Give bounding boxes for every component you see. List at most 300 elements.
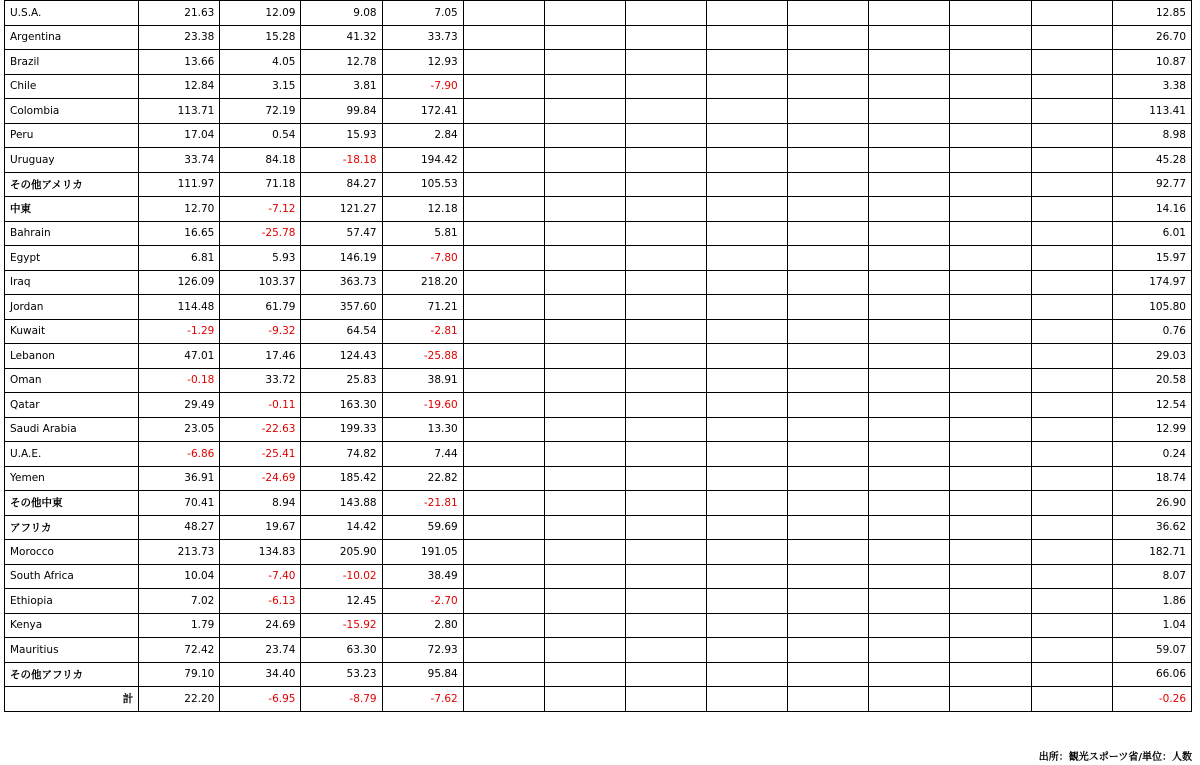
empty-cell: [1031, 515, 1112, 540]
empty-cell: [950, 50, 1031, 75]
empty-cell: [869, 393, 950, 418]
value-cell: -6.86: [139, 442, 220, 467]
empty-cell: [869, 662, 950, 687]
value-cell: 7.05: [382, 1, 463, 26]
empty-cell: [707, 344, 788, 369]
empty-cell: [463, 393, 544, 418]
value-cell: 14.42: [301, 515, 382, 540]
empty-cell: [544, 148, 625, 173]
table-row: [5, 246, 1192, 271]
empty-cell: [463, 319, 544, 344]
table-row: [5, 540, 1192, 565]
table-row: [5, 197, 1192, 222]
empty-cell: [1031, 197, 1112, 222]
value-cell: 113.71: [139, 99, 220, 124]
value-cell: 9.08: [301, 1, 382, 26]
value-cell: 15.93: [301, 123, 382, 148]
empty-cell: [463, 515, 544, 540]
value-cell: 25.83: [301, 368, 382, 393]
value-cell: 33.72: [220, 368, 301, 393]
empty-cell: [869, 613, 950, 638]
empty-cell: [625, 613, 706, 638]
total-value-cell: 1.04: [1112, 613, 1191, 638]
empty-cell: [625, 687, 706, 712]
empty-cell: [869, 589, 950, 614]
value-cell: 74.82: [301, 442, 382, 467]
empty-cell: [463, 270, 544, 295]
value-cell: 21.63: [139, 1, 220, 26]
value-cell: -24.69: [220, 466, 301, 491]
total-value-cell: 182.71: [1112, 540, 1191, 565]
table-row: [5, 491, 1192, 516]
empty-cell: [1031, 50, 1112, 75]
empty-cell: [950, 613, 1031, 638]
empty-cell: [869, 197, 950, 222]
value-cell: 134.83: [220, 540, 301, 565]
table-row: [5, 295, 1192, 320]
empty-cell: [869, 515, 950, 540]
empty-cell: [869, 638, 950, 663]
empty-cell: [625, 246, 706, 271]
table-row: [5, 564, 1192, 589]
value-cell: -18.18: [301, 148, 382, 173]
empty-cell: [544, 344, 625, 369]
empty-cell: [950, 564, 1031, 589]
value-cell: -22.63: [220, 417, 301, 442]
empty-cell: [1031, 99, 1112, 124]
value-cell: 126.09: [139, 270, 220, 295]
empty-cell: [625, 442, 706, 467]
empty-cell: [544, 25, 625, 50]
empty-cell: [1031, 491, 1112, 516]
empty-cell: [707, 393, 788, 418]
value-cell: 213.73: [139, 540, 220, 565]
empty-cell: [1031, 319, 1112, 344]
empty-cell: [950, 123, 1031, 148]
empty-cell: [707, 564, 788, 589]
empty-cell: [625, 270, 706, 295]
empty-cell: [950, 344, 1031, 369]
table-row: [5, 662, 1192, 687]
value-cell: 47.01: [139, 344, 220, 369]
value-cell: 111.97: [139, 172, 220, 197]
empty-cell: [950, 368, 1031, 393]
empty-cell: [950, 295, 1031, 320]
empty-cell: [950, 270, 1031, 295]
total-value-cell: 8.07: [1112, 564, 1191, 589]
empty-cell: [625, 466, 706, 491]
total-value-cell: 26.70: [1112, 25, 1191, 50]
empty-cell: [788, 491, 869, 516]
empty-cell: [544, 99, 625, 124]
empty-cell: [544, 295, 625, 320]
total-value-cell: 18.74: [1112, 466, 1191, 491]
empty-cell: [707, 638, 788, 663]
value-cell: 124.43: [301, 344, 382, 369]
total-value-cell: 66.06: [1112, 662, 1191, 687]
value-cell: 36.91: [139, 466, 220, 491]
empty-cell: [869, 564, 950, 589]
value-cell: 29.49: [139, 393, 220, 418]
empty-cell: [788, 74, 869, 99]
total-value-cell: 3.38: [1112, 74, 1191, 99]
value-cell: -7.12: [220, 197, 301, 222]
empty-cell: [544, 662, 625, 687]
total-value-cell: 29.03: [1112, 344, 1191, 369]
empty-cell: [625, 172, 706, 197]
value-cell: 70.41: [139, 491, 220, 516]
row-label: Brazil: [5, 50, 139, 75]
empty-cell: [544, 417, 625, 442]
value-cell: 12.84: [139, 74, 220, 99]
empty-cell: [625, 295, 706, 320]
empty-cell: [463, 589, 544, 614]
empty-cell: [544, 638, 625, 663]
row-label: Colombia: [5, 99, 139, 124]
empty-cell: [950, 417, 1031, 442]
empty-cell: [463, 1, 544, 26]
empty-cell: [544, 319, 625, 344]
value-cell: 38.49: [382, 564, 463, 589]
table-row: [5, 515, 1192, 540]
empty-cell: [544, 74, 625, 99]
empty-cell: [950, 491, 1031, 516]
value-cell: 23.74: [220, 638, 301, 663]
value-cell: 105.53: [382, 172, 463, 197]
total-value-cell: 26.90: [1112, 491, 1191, 516]
empty-cell: [869, 344, 950, 369]
empty-cell: [950, 687, 1031, 712]
total-value-cell: 0.24: [1112, 442, 1191, 467]
empty-cell: [463, 246, 544, 271]
value-cell: 71.18: [220, 172, 301, 197]
table-row: [5, 687, 1192, 712]
table-row: [5, 442, 1192, 467]
table-row: [5, 393, 1192, 418]
empty-cell: [950, 148, 1031, 173]
empty-cell: [625, 1, 706, 26]
total-value-cell: 20.58: [1112, 368, 1191, 393]
empty-cell: [788, 613, 869, 638]
empty-cell: [707, 25, 788, 50]
empty-cell: [788, 319, 869, 344]
value-cell: 12.09: [220, 1, 301, 26]
total-value-cell: 174.97: [1112, 270, 1191, 295]
table-row: [5, 148, 1192, 173]
value-cell: 121.27: [301, 197, 382, 222]
value-cell: -6.95: [220, 687, 301, 712]
empty-cell: [463, 638, 544, 663]
row-label: U.A.E.: [5, 442, 139, 467]
empty-cell: [463, 221, 544, 246]
empty-cell: [1031, 687, 1112, 712]
empty-cell: [463, 99, 544, 124]
empty-cell: [463, 466, 544, 491]
empty-cell: [869, 1, 950, 26]
empty-cell: [707, 172, 788, 197]
empty-cell: [625, 25, 706, 50]
empty-cell: [463, 368, 544, 393]
empty-cell: [950, 589, 1031, 614]
value-cell: 13.66: [139, 50, 220, 75]
value-cell: 15.28: [220, 25, 301, 50]
value-cell: 7.44: [382, 442, 463, 467]
row-label: Yemen: [5, 466, 139, 491]
empty-cell: [1031, 270, 1112, 295]
empty-cell: [707, 99, 788, 124]
empty-cell: [1031, 638, 1112, 663]
empty-cell: [463, 687, 544, 712]
empty-cell: [707, 417, 788, 442]
table-row: [5, 638, 1192, 663]
empty-cell: [463, 50, 544, 75]
empty-cell: [788, 515, 869, 540]
row-label: Argentina: [5, 25, 139, 50]
source-note: 出所：観光スポーツ省/単位：人数: [1038, 752, 1192, 763]
empty-cell: [544, 246, 625, 271]
empty-cell: [788, 99, 869, 124]
empty-cell: [707, 515, 788, 540]
table-row: [5, 172, 1192, 197]
empty-cell: [788, 393, 869, 418]
value-cell: -7.80: [382, 246, 463, 271]
empty-cell: [625, 417, 706, 442]
empty-cell: [869, 319, 950, 344]
row-label: South Africa: [5, 564, 139, 589]
empty-cell: [869, 491, 950, 516]
value-cell: 12.18: [382, 197, 463, 222]
value-cell: 22.82: [382, 466, 463, 491]
empty-cell: [950, 74, 1031, 99]
row-label: Lebanon: [5, 344, 139, 369]
row-label: その他アフリカ: [5, 662, 139, 687]
empty-cell: [625, 123, 706, 148]
empty-cell: [788, 123, 869, 148]
value-cell: 41.32: [301, 25, 382, 50]
empty-cell: [869, 270, 950, 295]
data-table-container: [4, 0, 1192, 712]
total-value-cell: 113.41: [1112, 99, 1191, 124]
empty-cell: [707, 74, 788, 99]
table-row: [5, 74, 1192, 99]
value-cell: 95.84: [382, 662, 463, 687]
empty-cell: [788, 1, 869, 26]
empty-cell: [788, 172, 869, 197]
empty-cell: [1031, 1, 1112, 26]
row-label: Kenya: [5, 613, 139, 638]
empty-cell: [1031, 589, 1112, 614]
empty-cell: [544, 613, 625, 638]
value-cell: 79.10: [139, 662, 220, 687]
value-cell: 48.27: [139, 515, 220, 540]
empty-cell: [463, 613, 544, 638]
statistics-table: [4, 0, 1192, 712]
table-row: [5, 270, 1192, 295]
empty-cell: [463, 172, 544, 197]
empty-cell: [950, 540, 1031, 565]
total-value-cell: 36.62: [1112, 515, 1191, 540]
table-row: [5, 25, 1192, 50]
table-row: [5, 344, 1192, 369]
value-cell: 33.74: [139, 148, 220, 173]
empty-cell: [544, 50, 625, 75]
empty-cell: [625, 393, 706, 418]
value-cell: 172.41: [382, 99, 463, 124]
row-label: アフリカ: [5, 515, 139, 540]
empty-cell: [625, 368, 706, 393]
empty-cell: [625, 589, 706, 614]
empty-cell: [707, 491, 788, 516]
value-cell: 3.81: [301, 74, 382, 99]
empty-cell: [707, 123, 788, 148]
value-cell: -0.11: [220, 393, 301, 418]
empty-cell: [1031, 123, 1112, 148]
empty-cell: [707, 540, 788, 565]
value-cell: 218.20: [382, 270, 463, 295]
value-cell: 19.67: [220, 515, 301, 540]
total-value-cell: 12.99: [1112, 417, 1191, 442]
value-cell: -25.41: [220, 442, 301, 467]
empty-cell: [1031, 564, 1112, 589]
empty-cell: [625, 638, 706, 663]
value-cell: 163.30: [301, 393, 382, 418]
value-cell: -0.18: [139, 368, 220, 393]
empty-cell: [463, 540, 544, 565]
value-cell: 6.81: [139, 246, 220, 271]
row-label: 中東: [5, 197, 139, 222]
value-cell: 10.04: [139, 564, 220, 589]
row-label: Ethiopia: [5, 589, 139, 614]
empty-cell: [788, 246, 869, 271]
total-value-cell: 45.28: [1112, 148, 1191, 173]
empty-cell: [463, 491, 544, 516]
empty-cell: [869, 466, 950, 491]
empty-cell: [1031, 74, 1112, 99]
empty-cell: [544, 1, 625, 26]
empty-cell: [707, 319, 788, 344]
table-row: [5, 1, 1192, 26]
empty-cell: [1031, 417, 1112, 442]
value-cell: 357.60: [301, 295, 382, 320]
empty-cell: [463, 564, 544, 589]
empty-cell: [788, 148, 869, 173]
value-cell: 7.02: [139, 589, 220, 614]
table-row: [5, 319, 1192, 344]
row-label: その他アメリカ: [5, 172, 139, 197]
value-cell: 57.47: [301, 221, 382, 246]
value-cell: 63.30: [301, 638, 382, 663]
empty-cell: [788, 344, 869, 369]
empty-cell: [544, 540, 625, 565]
value-cell: 16.65: [139, 221, 220, 246]
table-body: [5, 1, 1192, 712]
value-cell: 72.42: [139, 638, 220, 663]
value-cell: -7.90: [382, 74, 463, 99]
empty-cell: [463, 344, 544, 369]
empty-cell: [788, 662, 869, 687]
empty-cell: [463, 662, 544, 687]
value-cell: -21.81: [382, 491, 463, 516]
table-row: [5, 50, 1192, 75]
table-row: [5, 613, 1192, 638]
total-value-cell: 0.76: [1112, 319, 1191, 344]
empty-cell: [707, 368, 788, 393]
total-value-cell: 12.54: [1112, 393, 1191, 418]
value-cell: -9.32: [220, 319, 301, 344]
empty-cell: [950, 466, 1031, 491]
empty-cell: [869, 540, 950, 565]
table-row: [5, 589, 1192, 614]
value-cell: -8.79: [301, 687, 382, 712]
empty-cell: [1031, 246, 1112, 271]
empty-cell: [1031, 344, 1112, 369]
empty-cell: [788, 50, 869, 75]
total-value-cell: 59.07: [1112, 638, 1191, 663]
empty-cell: [869, 221, 950, 246]
empty-cell: [788, 638, 869, 663]
empty-cell: [869, 417, 950, 442]
empty-cell: [950, 25, 1031, 50]
empty-cell: [869, 123, 950, 148]
empty-cell: [788, 417, 869, 442]
empty-cell: [707, 466, 788, 491]
row-label: その他中東: [5, 491, 139, 516]
empty-cell: [625, 99, 706, 124]
empty-cell: [950, 1, 1031, 26]
value-cell: -25.78: [220, 221, 301, 246]
value-cell: 2.80: [382, 613, 463, 638]
empty-cell: [788, 25, 869, 50]
empty-cell: [1031, 25, 1112, 50]
empty-cell: [788, 687, 869, 712]
empty-cell: [950, 662, 1031, 687]
value-cell: 38.91: [382, 368, 463, 393]
empty-cell: [1031, 466, 1112, 491]
empty-cell: [544, 197, 625, 222]
empty-cell: [544, 491, 625, 516]
row-label: Uruguay: [5, 148, 139, 173]
empty-cell: [788, 466, 869, 491]
value-cell: -10.02: [301, 564, 382, 589]
value-cell: 4.05: [220, 50, 301, 75]
value-cell: 194.42: [382, 148, 463, 173]
table-row: [5, 368, 1192, 393]
empty-cell: [1031, 613, 1112, 638]
empty-cell: [950, 638, 1031, 663]
empty-cell: [950, 442, 1031, 467]
value-cell: 23.05: [139, 417, 220, 442]
empty-cell: [950, 515, 1031, 540]
value-cell: 1.79: [139, 613, 220, 638]
value-cell: 84.27: [301, 172, 382, 197]
value-cell: 59.69: [382, 515, 463, 540]
row-label: Egypt: [5, 246, 139, 271]
value-cell: 72.93: [382, 638, 463, 663]
empty-cell: [625, 197, 706, 222]
empty-cell: [707, 221, 788, 246]
empty-cell: [788, 368, 869, 393]
total-value-cell: 15.97: [1112, 246, 1191, 271]
empty-cell: [869, 442, 950, 467]
value-cell: 8.94: [220, 491, 301, 516]
empty-cell: [869, 295, 950, 320]
empty-cell: [869, 687, 950, 712]
empty-cell: [707, 613, 788, 638]
empty-cell: [950, 99, 1031, 124]
empty-cell: [788, 295, 869, 320]
row-label: Saudi Arabia: [5, 417, 139, 442]
empty-cell: [463, 197, 544, 222]
